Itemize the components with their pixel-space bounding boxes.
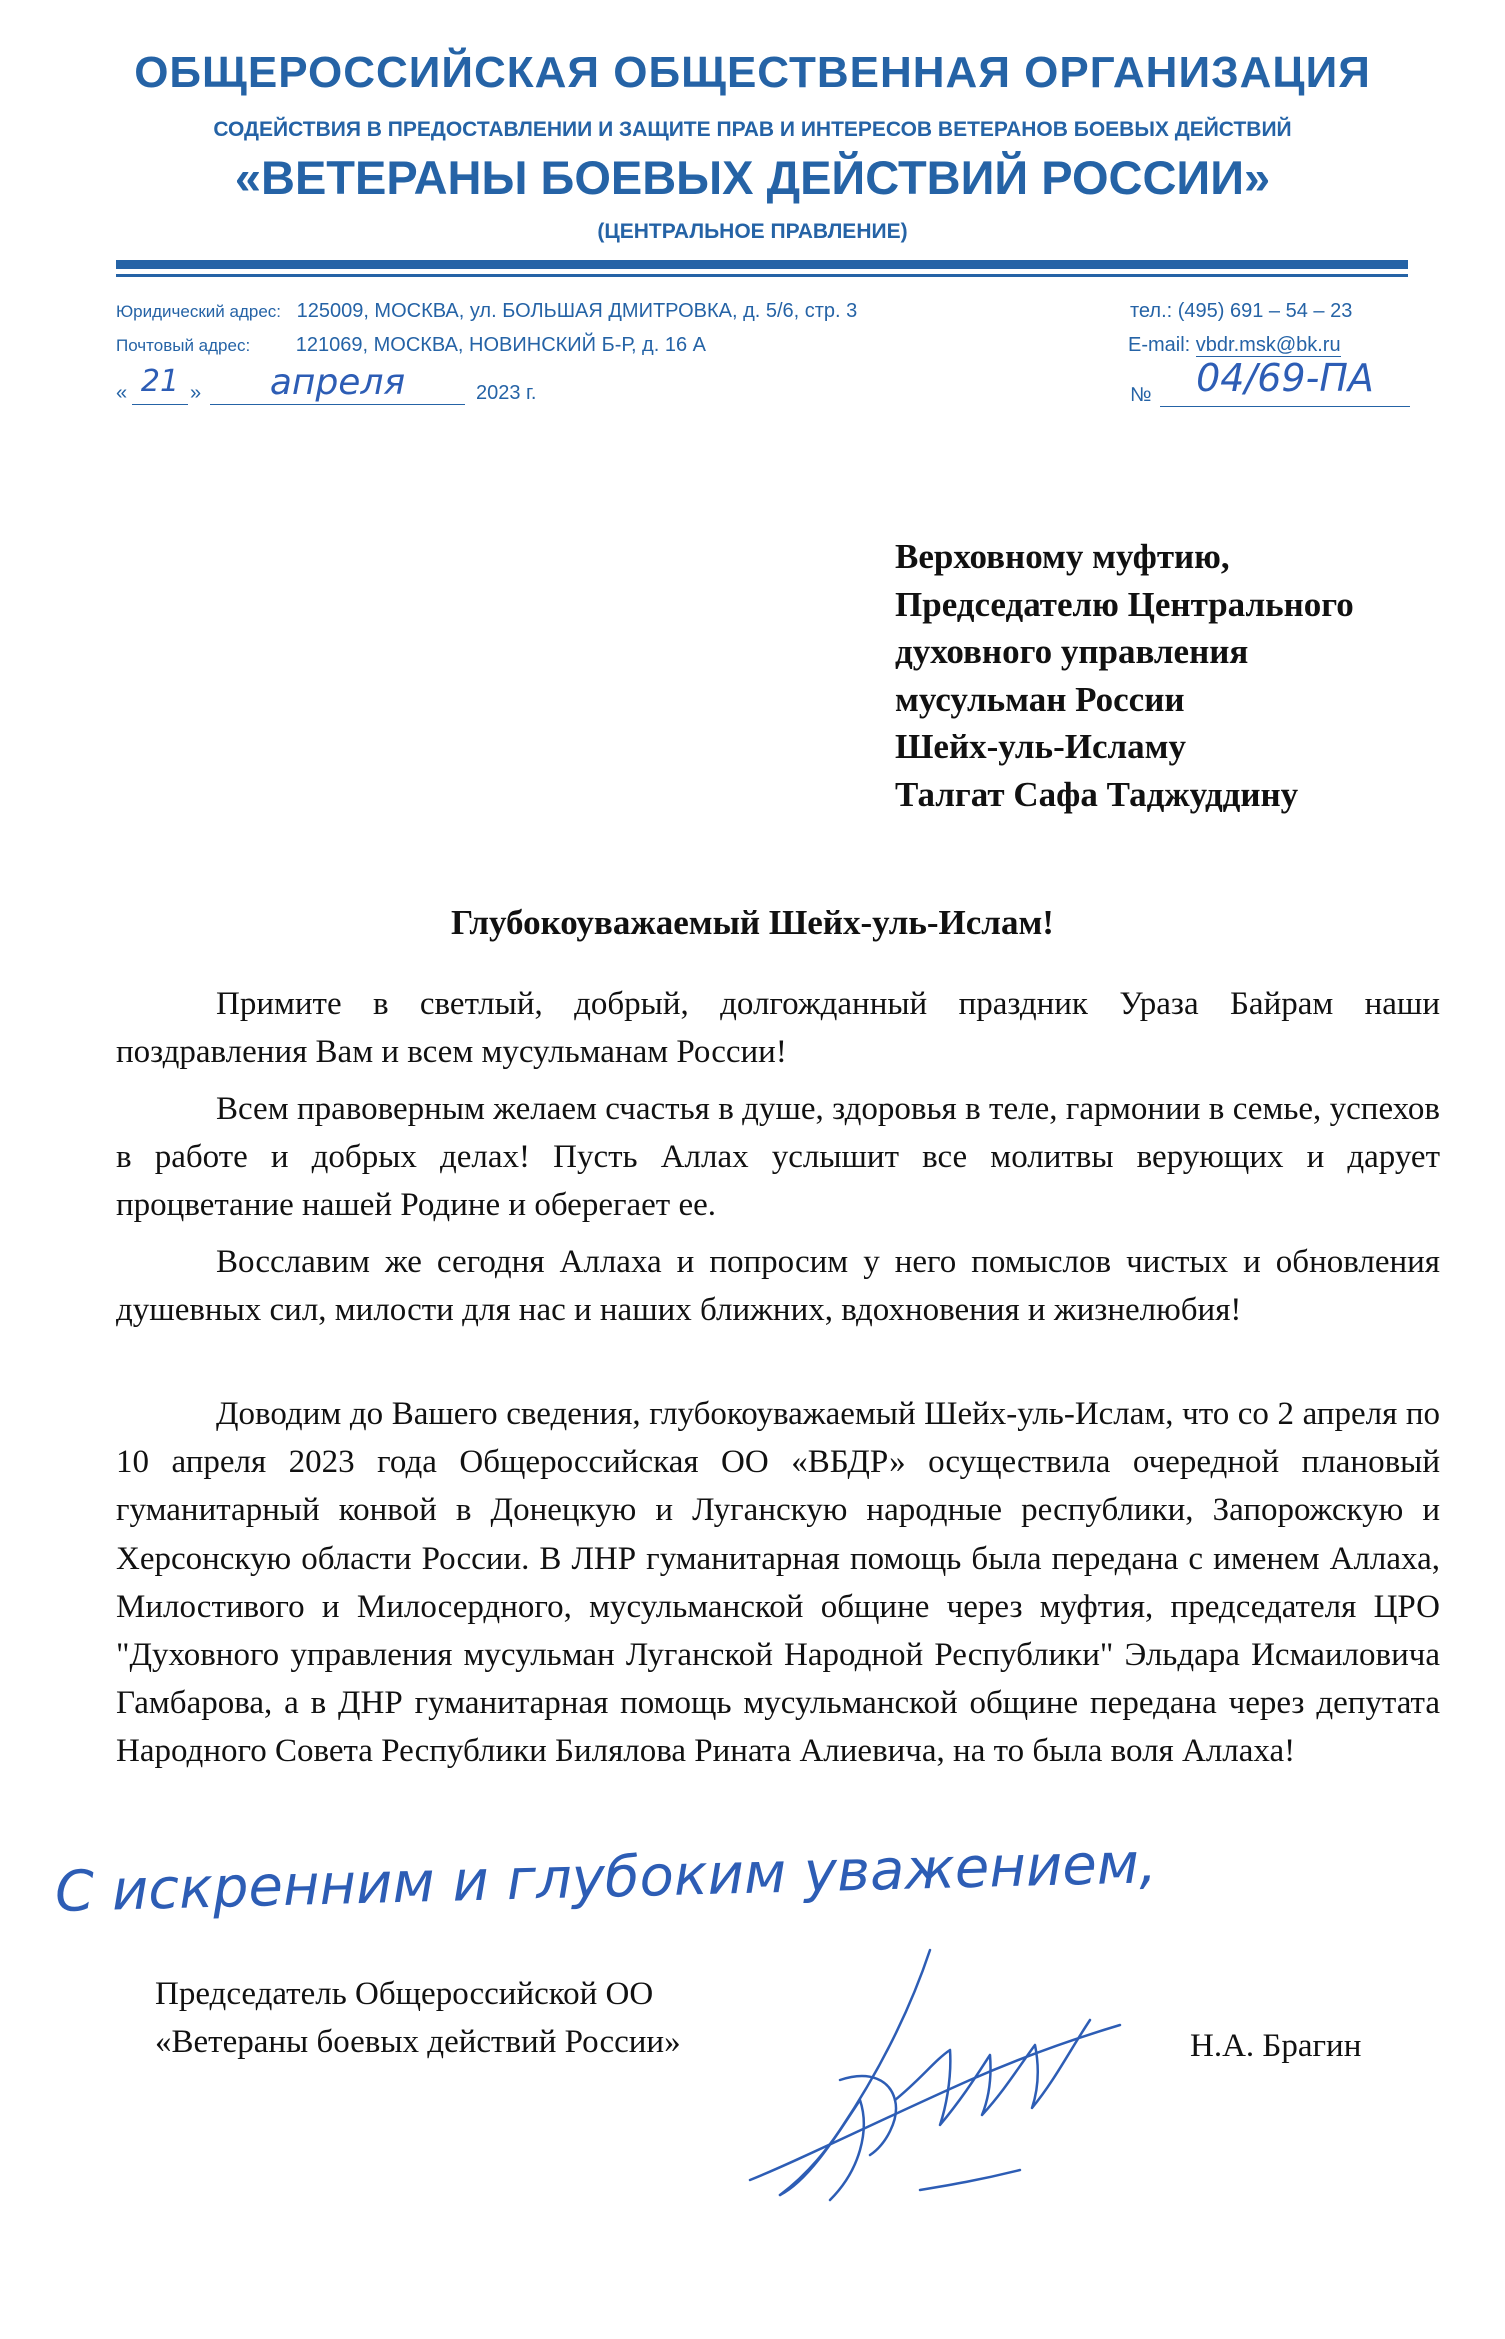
date-quote-close: » xyxy=(190,382,202,404)
header-rule-thick xyxy=(116,260,1408,269)
body-paragraph: Примите в светлый, добрый, долгожданный праздник Ураза Байрам наши поздравления Вам и всем мусульманам России! xyxy=(116,986,1440,1071)
doc-number-field: 04/69-ПА xyxy=(1160,356,1410,407)
recipient-line: Председателю Центрального xyxy=(895,584,1354,624)
doc-number-label: № xyxy=(1130,384,1152,406)
postal-address-value: 121069, МОСКВА, НОВИНСКИЙ Б-Р, д. 16 А xyxy=(295,334,706,356)
date-quote-open: « xyxy=(116,382,128,404)
signatory-name: Н.А. Брагин xyxy=(1190,2028,1362,2064)
recipient-line: Шейх-уль-Исламу xyxy=(895,727,1186,766)
email-link[interactable]: vbdr.msk@bk.ru xyxy=(1195,334,1341,356)
postal-address-row xyxy=(116,334,706,357)
org-name-line2: СОДЕЙСТВИЯ В ПРЕДОСТАВЛЕНИИ И ЗАЩИТЕ ПРАВ И ИНТЕРЕСОВ ВЕТЕРАНОВ БОЕВЫХ ДЕЙСТВИЙ xyxy=(213,118,1292,141)
postal-address-label: Почтовый адрес: xyxy=(116,336,251,355)
body-paragraph: Восславим же сегодня Аллаха и попросим у него помыслов чистых и обновления душевных сил, милости для нас и наших ближних, вдохновения и жизнелюбия! xyxy=(116,1244,1440,1329)
recipient-line: духовного управления xyxy=(895,632,1249,671)
date-month-field: апреля xyxy=(210,362,465,405)
org-name-line4: (ЦЕНТРАЛЬНОЕ ПРАВЛЕНИЕ) xyxy=(597,220,908,243)
salutation: Глубокоуважаемый Шейх-уль-Ислам! xyxy=(451,903,1054,942)
email-label: E-mail: xyxy=(1128,334,1191,356)
body-paragraph: Доводим до Вашего сведения, глубокоуважаемый Шейх-уль-Ислам, что со 2 апреля по 10 апреля 2023 года Общероссийская ОО «ВБДР» осуществила очередной плановый гуманитарный конвой в Донецкую и Луганскую народные республики, Запорожскую и Херсонскую области России. В ЛНР гуманитарная помощь была передана с именем Аллаха, Милостивого и Милосердного, мусульманской общине через муфтия, председателя ЦРО "Духовного управления мусульман Луганской Народной Республики" Эльдара Исмаиловича Гамбарова, а в ДНР гуманитарная помощь мусульманской общине передана через депутата Народного Совета Республики Билялова Рината Алиевича, на то была воля Аллаха! xyxy=(116,1396,1440,1770)
recipient-line: Верховному муфтию, xyxy=(895,537,1230,576)
recipient-line: мусульман России xyxy=(895,679,1185,719)
body-paragraph: Всем правоверным желаем счастья в душе, здоровья в теле, гармонии в семье, успехов в работе и добрых делах! Пусть Аллах услышит все молитвы верующих и дарует процветание нашей Родине и оберегает ее. xyxy=(116,1091,1440,1224)
phone-row xyxy=(1130,300,1352,323)
email-row xyxy=(1128,334,1341,357)
legal-address-label: Юридический адрес: xyxy=(116,302,282,321)
handwritten-closing: С искренним и глубоким уважением, xyxy=(54,1831,1158,1925)
phone-label: тел.: xyxy=(1130,300,1173,322)
signatory-title-line1: Председатель Общероссийской ОО xyxy=(155,1976,654,2012)
recipient-block xyxy=(895,533,1354,818)
legal-address-row xyxy=(116,300,857,323)
handwritten-signature xyxy=(720,1930,1140,2230)
org-name-line3: «ВЕТЕРАНЫ БОЕВЫХ ДЕЙСТВИЙ РОССИИ» xyxy=(234,151,1271,204)
header-rule-thin xyxy=(116,274,1408,277)
legal-address-value: 125009, МОСКВА, ул. БОЛЬШАЯ ДМИТРОВКА, д. 5/6, стр. 3 xyxy=(296,300,858,322)
signatory-title-line2: «Ветераны боевых действий России» xyxy=(155,2024,681,2060)
org-name-line1: ОБЩЕРОССИЙСКАЯ ОБЩЕСТВЕННАЯ ОРГАНИЗАЦИЯ xyxy=(134,48,1371,97)
date-year: 2023 г. xyxy=(476,382,537,404)
recipient-line: Талгат Сафа Таджуддину xyxy=(895,774,1299,814)
phone-value: (495) 691 – 54 – 23 xyxy=(1177,300,1353,322)
date-day-field: 21 xyxy=(132,364,188,405)
